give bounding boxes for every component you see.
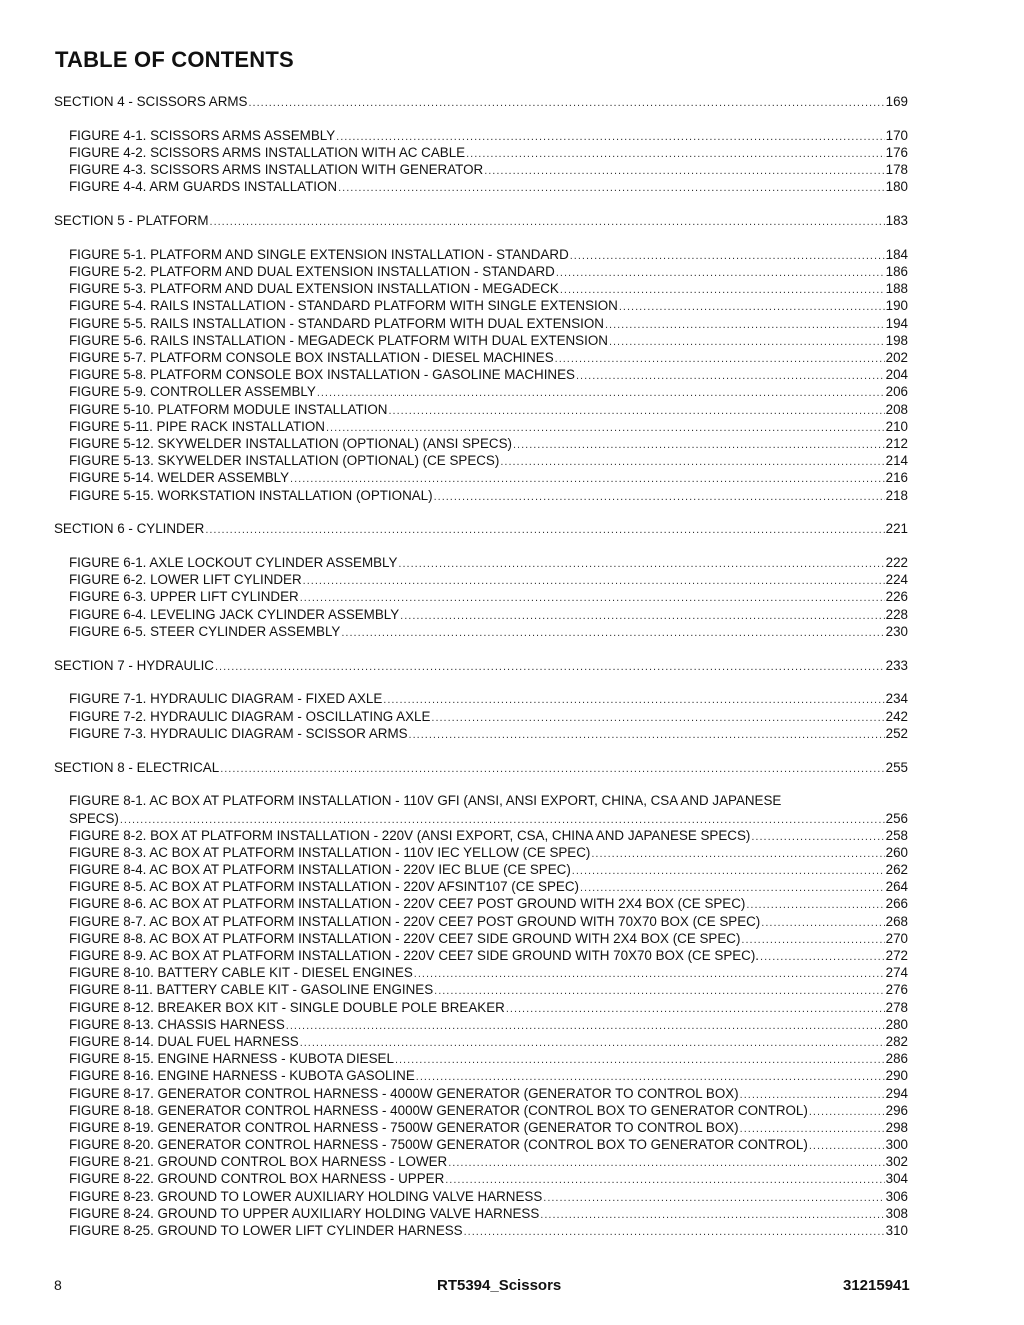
toc-entry-page: 258	[885, 827, 908, 843]
toc-entry-label: SECTION 8 - ELECTRICAL	[54, 759, 220, 775]
toc-entry-page: 233	[885, 657, 908, 673]
dot-leader	[464, 1224, 885, 1241]
toc-entry-label: FIGURE 8-4. AC BOX AT PLATFORM INSTALLATION - 220V IEC BLUE (CE SPEC)	[69, 862, 571, 878]
toc-figure-entry[interactable]	[54, 1188, 908, 1205]
toc-entry-label: FIGURE 5-13. SKYWELDER INSTALLATION (OPTIONAL) (CE SPECS)	[69, 453, 500, 469]
toc-figure-entry[interactable]	[54, 161, 908, 178]
dot-leader	[809, 1138, 885, 1155]
page-footer	[0, 1277, 1024, 1297]
toc-entry-label: FIGURE 4-3. SCISSORS ARMS INSTALLATION WITH GENERATOR	[69, 162, 484, 178]
toc-entry-label: FIGURE 4-2. SCISSORS ARMS INSTALLATION WITH AC CABLE	[69, 144, 466, 160]
dot-leader	[591, 846, 884, 863]
toc-entry-wrapped-line: FIGURE 8-1. AC BOX AT PLATFORM INSTALLATION - 110V GFI (ANSI, ANSI EXPORT, CHINA, CSA AND JAPANESE	[69, 793, 782, 809]
toc-figure-entry[interactable]	[54, 1067, 908, 1084]
toc-entry-page: 206	[885, 384, 908, 400]
toc-figure-entry[interactable]	[54, 554, 908, 571]
toc-entry-label: FIGURE 8-19. GENERATOR CONTROL HARNESS - 7500W GENERATOR (GENERATOR TO CONTROL BOX)	[69, 1119, 739, 1135]
toc-entry-label: FIGURE 5-1. PLATFORM AND SINGLE EXTENSION INSTALLATION - STANDARD	[69, 246, 569, 262]
dot-leader	[431, 710, 884, 727]
footer-document-number: 31215941	[843, 1277, 910, 1294]
toc-entry-label: SECTION 6 - CYLINDER	[54, 521, 205, 537]
toc-figure-entry[interactable]	[54, 827, 908, 844]
toc-entry-page: 188	[885, 281, 908, 297]
toc-figure-entry[interactable]	[54, 981, 908, 998]
toc-entry-page: 202	[885, 350, 908, 366]
toc-entry-label: FIGURE 8-14. DUAL FUEL HARNESS	[69, 1033, 299, 1049]
dot-leader	[248, 95, 884, 112]
toc-figure-entry[interactable]	[54, 725, 908, 742]
dot-leader	[576, 368, 885, 385]
toc-entry-page: 178	[885, 162, 908, 178]
toc-figure-entry[interactable]	[54, 1119, 908, 1136]
page-title: TABLE OF CONTENTS	[55, 47, 294, 72]
toc-entry-page: 183	[885, 213, 908, 229]
toc-entry-page: 270	[885, 930, 908, 946]
toc-entry-page: 170	[885, 127, 908, 143]
toc-entry-label: FIGURE 8-3. AC BOX AT PLATFORM INSTALLATION - 110V IEC YELLOW (CE SPEC)	[69, 844, 591, 860]
footer-page-number: 8	[54, 1277, 62, 1293]
toc-entry-label: FIGURE 8-2. BOX AT PLATFORM INSTALLATION - 220V (ANSI EXPORT, CSA, CHINA AND JAPANESE SPECS)	[69, 827, 751, 843]
dot-leader	[434, 489, 885, 506]
toc-entry-label: FIGURE 5-15. WORKSTATION INSTALLATION (OPTIONAL)	[69, 487, 433, 503]
toc-figure-entry[interactable]	[54, 1033, 908, 1050]
toc-entry-label: FIGURE 6-3. UPPER LIFT CYLINDER	[69, 589, 299, 605]
toc-entry-page: 184	[885, 246, 908, 262]
dot-leader	[398, 556, 884, 573]
toc-entry-page: 255	[885, 759, 908, 775]
table-of-contents	[54, 93, 908, 1239]
dot-leader	[303, 573, 885, 590]
toc-figure-entry[interactable]	[54, 297, 908, 314]
toc-figure-entry[interactable]	[54, 246, 908, 263]
toc-figure-entry[interactable]	[54, 623, 908, 640]
toc-entry-label: SPECS)	[69, 810, 119, 826]
toc-figure-entry[interactable]	[54, 487, 908, 504]
toc-figure-entry[interactable]	[54, 178, 908, 195]
toc-entry-label: FIGURE 8-16. ENGINE HARNESS - KUBOTA GASOLINE	[69, 1068, 415, 1084]
toc-entry-page: 221	[885, 521, 908, 537]
toc-entry-label: FIGURE 6-1. AXLE LOCKOUT CYLINDER ASSEMBLY	[69, 555, 398, 571]
dot-leader	[317, 385, 885, 402]
toc-figure-entry[interactable]	[54, 332, 908, 349]
toc-entry-page: 252	[885, 725, 908, 741]
toc-figure-entry[interactable]	[54, 144, 908, 161]
dot-leader	[605, 317, 885, 334]
toc-entry-label: FIGURE 5-6. RAILS INSTALLATION - MEGADECK PLATFORM WITH DUAL EXTENSION	[69, 332, 608, 348]
toc-figure-entry[interactable]	[54, 810, 908, 827]
toc-entry-page: 216	[885, 470, 908, 486]
toc-figure-entry[interactable]	[54, 999, 908, 1016]
dot-leader	[484, 163, 884, 180]
toc-figure-entry[interactable]	[54, 930, 908, 947]
toc-entry-page: 262	[885, 862, 908, 878]
toc-entry-page: 208	[885, 401, 908, 417]
dot-leader	[809, 1104, 885, 1121]
toc-entry-label: FIGURE 8-5. AC BOX AT PLATFORM INSTALLATION - 220V AFSINT107 (CE SPEC)	[69, 879, 579, 895]
toc-entry-label: FIGURE 7-3. HYDRAULIC DIAGRAM - SCISSOR ARMS	[69, 725, 408, 741]
toc-section-entry[interactable]	[54, 657, 908, 674]
toc-figure-entry[interactable]	[54, 1170, 908, 1187]
toc-entry-page: 274	[885, 965, 908, 981]
toc-entry-page: 264	[885, 879, 908, 895]
toc-figure-entry[interactable]	[54, 708, 908, 725]
toc-entry-label: FIGURE 8-20. GENERATOR CONTROL HARNESS - 7500W GENERATOR (CONTROL BOX TO GENERATOR CONTROL)	[69, 1137, 808, 1153]
dot-leader	[286, 1018, 885, 1035]
toc-entry-page: 300	[885, 1137, 908, 1153]
toc-figure-entry[interactable]	[54, 127, 908, 144]
toc-figure-entry[interactable]	[54, 913, 908, 930]
toc-figure-entry[interactable]	[54, 1153, 908, 1170]
toc-figure-entry[interactable]	[54, 1085, 908, 1102]
toc-entry-page: 296	[885, 1102, 908, 1118]
toc-entry-label: FIGURE 5-8. PLATFORM CONSOLE BOX INSTALLATION - GASOLINE MACHINES	[69, 367, 575, 383]
toc-entry-label: FIGURE 7-2. HYDRAULIC DIAGRAM - OSCILLATING AXLE	[69, 708, 431, 724]
toc-entry-page: 194	[885, 315, 908, 331]
dot-leader	[540, 1207, 884, 1224]
toc-entry-label: FIGURE 5-12. SKYWELDER INSTALLATION (OPTIONAL) (ANSI SPECS)	[69, 435, 512, 451]
toc-entry-label: FIGURE 8-17. GENERATOR CONTROL HARNESS - 4000W GENERATOR (GENERATOR TO CONTROL BOX)	[69, 1085, 739, 1101]
toc-entry-label: FIGURE 5-4. RAILS INSTALLATION - STANDARD PLATFORM WITH SINGLE EXTENSION	[69, 298, 618, 314]
toc-entry-page: 210	[885, 418, 908, 434]
dot-leader	[761, 915, 884, 932]
toc-entry-page: 304	[885, 1171, 908, 1187]
toc-entry-label: SECTION 7 - HYDRAULIC	[54, 657, 214, 673]
toc-entry-page: 198	[885, 332, 908, 348]
toc-entry-label: FIGURE 8-18. GENERATOR CONTROL HARNESS - 4000W GENERATOR (CONTROL BOX TO GENERATOR CONTROL)	[69, 1102, 808, 1118]
dot-leader	[572, 863, 885, 880]
dot-leader	[619, 299, 885, 316]
toc-entry-page: 212	[885, 435, 908, 451]
dot-leader	[448, 1155, 884, 1172]
toc-entry-label: FIGURE 6-4. LEVELING JACK CYLINDER ASSEMBLY	[69, 606, 400, 622]
dot-leader	[741, 932, 884, 949]
dot-leader	[466, 146, 885, 163]
dot-leader	[388, 403, 884, 420]
dot-leader	[338, 180, 885, 197]
toc-figure-entry[interactable]	[54, 263, 908, 280]
toc-entry-label: FIGURE 5-2. PLATFORM AND DUAL EXTENSION INSTALLATION - STANDARD	[69, 264, 555, 280]
toc-section-entry[interactable]	[54, 759, 908, 776]
toc-entry-label: FIGURE 5-3. PLATFORM AND DUAL EXTENSION INSTALLATION - MEGADECK	[69, 281, 559, 297]
toc-figure-entry[interactable]	[54, 571, 908, 588]
toc-entry-page: 294	[885, 1085, 908, 1101]
toc-entry-label: SECTION 5 - PLATFORM	[54, 213, 209, 229]
dot-leader	[341, 625, 884, 642]
toc-entry-page: 298	[885, 1119, 908, 1135]
toc-entry-page: 282	[885, 1033, 908, 1049]
toc-entry-label: FIGURE 7-1. HYDRAULIC DIAGRAM - FIXED AXLE	[69, 691, 383, 707]
toc-figure-entry[interactable]	[54, 844, 908, 861]
dot-leader	[383, 692, 884, 709]
toc-entry-label: FIGURE 8-12. BREAKER BOX KIT - SINGLE DOUBLE POLE BREAKER	[69, 999, 505, 1015]
dot-leader	[751, 829, 884, 846]
toc-entry-page: 276	[885, 982, 908, 998]
dot-leader	[414, 966, 885, 983]
toc-figure-entry[interactable]	[54, 280, 908, 297]
toc-entry-label: FIGURE 8-21. GROUND CONTROL BOX HARNESS - LOWER	[69, 1154, 448, 1170]
toc-entry-page: 260	[885, 844, 908, 860]
toc-entry-page: 224	[885, 572, 908, 588]
dot-leader	[506, 1001, 885, 1018]
toc-section-entry[interactable]	[54, 520, 908, 537]
toc-section-entry[interactable]	[54, 93, 908, 110]
dot-leader	[205, 522, 884, 539]
dot-leader	[543, 1190, 884, 1207]
dot-leader	[395, 1052, 885, 1069]
toc-figure-entry[interactable]	[54, 418, 908, 435]
toc-entry-label: FIGURE 8-15. ENGINE HARNESS - KUBOTA DIESEL	[69, 1051, 394, 1067]
toc-entry-label: FIGURE 8-22. GROUND CONTROL BOX HARNESS - UPPER	[69, 1171, 445, 1187]
toc-figure-entry[interactable]	[54, 349, 908, 366]
toc-entry-page: 306	[885, 1188, 908, 1204]
toc-figure-entry[interactable]	[54, 1205, 908, 1222]
toc-entry-page: 226	[885, 589, 908, 605]
toc-figure-entry[interactable]	[54, 366, 908, 383]
dot-leader	[760, 949, 885, 966]
toc-entry-label: FIGURE 8-13. CHASSIS HARNESS	[69, 1016, 285, 1032]
toc-entry-label: FIGURE 8-9. AC BOX AT PLATFORM INSTALLATION - 220V CEE7 SIDE GROUND WITH 70X70 BOX (CE SPEC).	[69, 948, 760, 964]
toc-figure-entry[interactable]	[54, 690, 908, 707]
toc-entry-label: SECTION 4 - SCISSORS ARMS	[54, 94, 248, 109]
dot-leader	[513, 437, 885, 454]
toc-entry-label: FIGURE 8-8. AC BOX AT PLATFORM INSTALLATION - 220V CEE7 SIDE GROUND WITH 2X4 BOX (CE SPEC)	[69, 930, 741, 946]
toc-entry-page: 272	[885, 948, 908, 964]
dot-leader	[609, 334, 885, 351]
toc-entry-page: 180	[885, 179, 908, 195]
toc-entry-page: 234	[885, 691, 908, 707]
toc-figure-entry[interactable]	[54, 947, 908, 964]
toc-entry-page: 169	[885, 94, 908, 109]
toc-entry-page: 228	[885, 606, 908, 622]
toc-entry-label: FIGURE 8-25. GROUND TO LOWER LIFT CYLINDER HARNESS	[69, 1223, 463, 1239]
dot-leader	[746, 897, 884, 914]
toc-figure-entry[interactable]	[54, 452, 908, 469]
toc-entry-page: 230	[885, 623, 908, 639]
dot-leader	[556, 265, 885, 282]
toc-entry-page: 186	[885, 264, 908, 280]
toc-entry-page: 214	[885, 453, 908, 469]
toc-figure-entry[interactable]	[54, 861, 908, 878]
toc-entry-page: 278	[885, 999, 908, 1015]
toc-entry-page: 218	[885, 487, 908, 503]
toc-entry-label: FIGURE 8-7. AC BOX AT PLATFORM INSTALLATION - 220V CEE7 POST GROUND WITH 70X70 BOX (CE SPEC)	[69, 913, 761, 929]
dot-leader	[215, 659, 885, 676]
toc-figure-entry[interactable]	[54, 1222, 908, 1239]
toc-figure-entry[interactable]	[54, 383, 908, 400]
toc-entry-page: 290	[885, 1068, 908, 1084]
toc-entry-page: 242	[885, 708, 908, 724]
dot-leader	[555, 351, 885, 368]
toc-figure-entry[interactable]	[54, 895, 908, 912]
toc-entry-page: 176	[885, 144, 908, 160]
toc-entry-page: 308	[885, 1205, 908, 1221]
dot-leader	[210, 214, 885, 231]
toc-entry-label: FIGURE 8-24. GROUND TO UPPER AUXILIARY HOLDING VALVE HARNESS	[69, 1205, 540, 1221]
toc-figure-entry[interactable]	[54, 878, 908, 895]
toc-entry-label: FIGURE 6-2. LOWER LIFT CYLINDER	[69, 572, 302, 588]
toc-entry-label: FIGURE 4-1. SCISSORS ARMS ASSEMBLY	[69, 127, 336, 143]
toc-figure-entry[interactable]	[54, 964, 908, 981]
toc-entry-page: 204	[885, 367, 908, 383]
toc-entry-label: FIGURE 4-4. ARM GUARDS INSTALLATION	[69, 179, 338, 195]
toc-figure-entry[interactable]	[54, 469, 908, 486]
toc-entry-label: FIGURE 8-23. GROUND TO LOWER AUXILIARY HOLDING VALVE HARNESS	[69, 1188, 543, 1204]
toc-entry-label: FIGURE 6-5. STEER CYLINDER ASSEMBLY	[69, 623, 341, 639]
toc-entry-page: 280	[885, 1016, 908, 1032]
toc-figure-entry[interactable]	[54, 606, 908, 623]
toc-entry-page: 268	[885, 913, 908, 929]
toc-entry-label: FIGURE 5-11. PIPE RACK INSTALLATION	[69, 418, 325, 434]
toc-entry-page: 222	[885, 555, 908, 571]
toc-figure-entry[interactable]	[54, 401, 908, 418]
dot-leader	[220, 761, 884, 778]
toc-figure-entry[interactable]	[54, 435, 908, 452]
toc-entry-page: 286	[885, 1051, 908, 1067]
toc-entry-page: 266	[885, 896, 908, 912]
dot-leader	[500, 454, 884, 471]
toc-entry-page: 310	[885, 1223, 908, 1239]
toc-figure-entry[interactable]	[54, 315, 908, 332]
toc-figure-entry[interactable]	[54, 1102, 908, 1119]
dot-leader	[400, 608, 885, 625]
toc-entry-label: FIGURE 8-10. BATTERY CABLE KIT - DIESEL ENGINES	[69, 965, 413, 981]
toc-entry-label: FIGURE 5-9. CONTROLLER ASSEMBLY	[69, 384, 316, 400]
toc-entry-label: FIGURE 8-11. BATTERY CABLE KIT - GASOLINE ENGINES	[69, 982, 434, 998]
toc-entry-page: 302	[885, 1154, 908, 1170]
toc-entry-label: FIGURE 5-10. PLATFORM MODULE INSTALLATION	[69, 401, 388, 417]
toc-entry-label: FIGURE 5-7. PLATFORM CONSOLE BOX INSTALLATION - DIESEL MACHINES	[69, 350, 554, 366]
toc-section-entry[interactable]	[54, 212, 908, 229]
toc-entry-label: FIGURE 5-14. WELDER ASSEMBLY	[69, 470, 290, 486]
toc-entry-label: FIGURE 8-6. AC BOX AT PLATFORM INSTALLATION - 220V CEE7 POST GROUND WITH 2X4 BOX (CE SPEC)	[69, 896, 746, 912]
toc-entry-page: 190	[885, 298, 908, 314]
footer-document-name: RT5394_Scissors	[437, 1277, 562, 1294]
toc-entry-page: 256	[885, 810, 908, 826]
toc-figure-entry[interactable]	[54, 1136, 908, 1153]
toc-figure-entry[interactable]	[54, 1016, 908, 1033]
toc-figure-entry[interactable]	[54, 1050, 908, 1067]
toc-entry-label: FIGURE 5-5. RAILS INSTALLATION - STANDARD PLATFORM WITH DUAL EXTENSION	[69, 315, 604, 331]
toc-figure-entry[interactable]	[54, 588, 908, 605]
dot-leader	[409, 727, 885, 744]
dot-leader	[570, 248, 885, 265]
